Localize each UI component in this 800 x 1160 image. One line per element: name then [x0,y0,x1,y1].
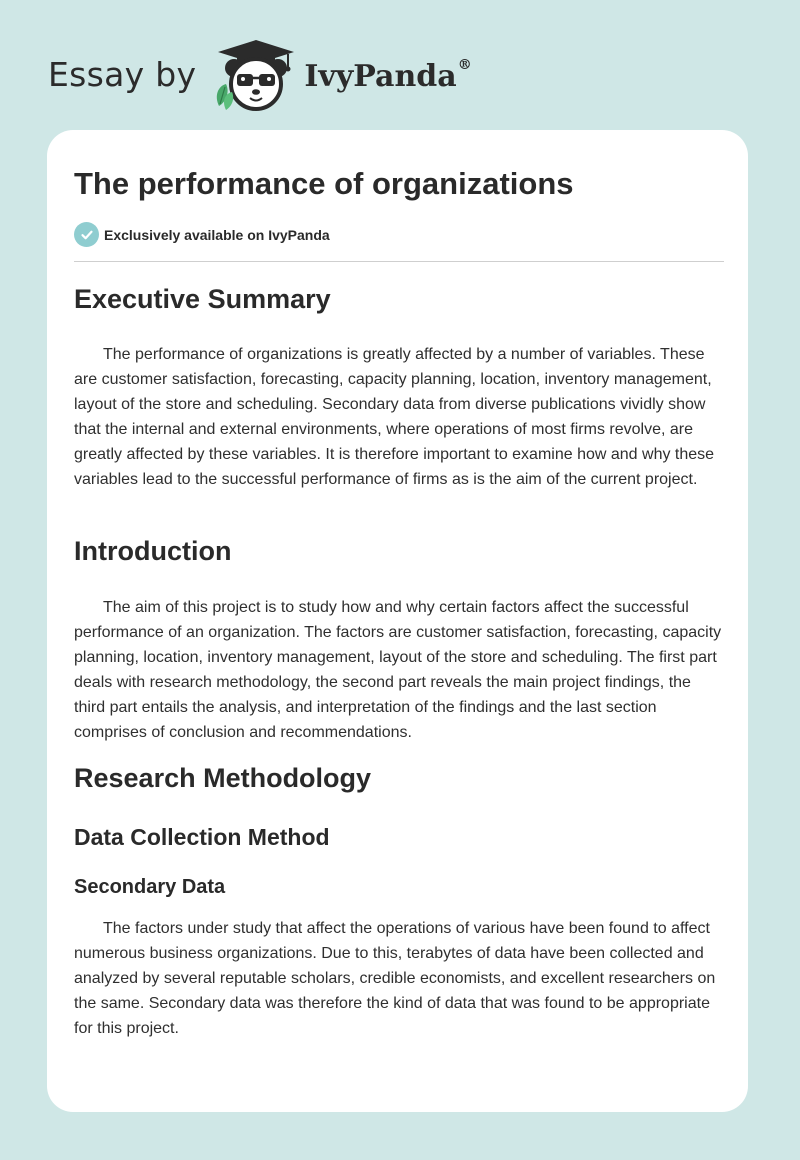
section-paragraph: The performance of organizations is greatly affected by a number of variables. These are customer satisfaction, forecasting, capacity planning, location, inventory management, layout of the store and scheduling. Secondary data from diverse publications vividly show that the internal and external environments, where operations of most firms revolve, are greatly affected by these variables. It is therefore important to examine how and why these variables lead to the successful performance of firms as is the aim of the current project. [74,346,715,488]
section-executive-summary [74,284,724,315]
subsection-heading: Data Collection Method [74,824,330,850]
title-divider [74,261,724,262]
section-heading: Introduction [74,536,232,566]
check-icon [74,222,99,247]
section-introduction-body [74,595,724,745]
section-executive-summary-body [74,342,724,492]
page-title: The performance of organizations [74,166,574,201]
subsection-secondary-data [74,876,724,899]
registered-mark: ® [457,56,472,73]
secondary-data-body [74,916,724,1041]
brand-name[interactable] [304,56,472,94]
section-heading: Research Methodology [74,763,372,793]
subsection-data-collection [74,824,724,851]
essay-by-label: Essay by [48,54,197,94]
section-paragraph: The aim of this project is to study how and why certain factors affect the successful performance of an organization. The factors are customer satisfaction, forecasting, capacity planning, location, inventory management, layout of the store and scheduling. The first part deals with research methodology, the second part reveals the main project findings, the third part entails the analysis, and interpretation of the findings and the last section comprises of conclusion and recommendations. [74,599,722,741]
subsubsection-heading: Secondary Data [74,876,226,898]
section-paragraph: The factors under study that affect the operations of various have been found to affect numerous business organizations. Due to this, terabytes of data have been collected and analyzed by several reputable scholars, credible economists, and excellent researchers on the same. Secondary data was therefore the kind of data that was found to be appropriate for this project. [74,920,716,1037]
panda-logo-icon[interactable] [210,36,302,112]
brand-label: IvyPanda [304,58,457,94]
exclusive-badge [74,222,330,247]
badge-label: Exclusively available on IvyPanda [104,226,330,243]
section-research-methodology [74,763,724,794]
essay-card [47,130,748,1112]
site-header [48,36,472,112]
section-heading: Executive Summary [74,284,331,314]
section-introduction [74,536,724,567]
